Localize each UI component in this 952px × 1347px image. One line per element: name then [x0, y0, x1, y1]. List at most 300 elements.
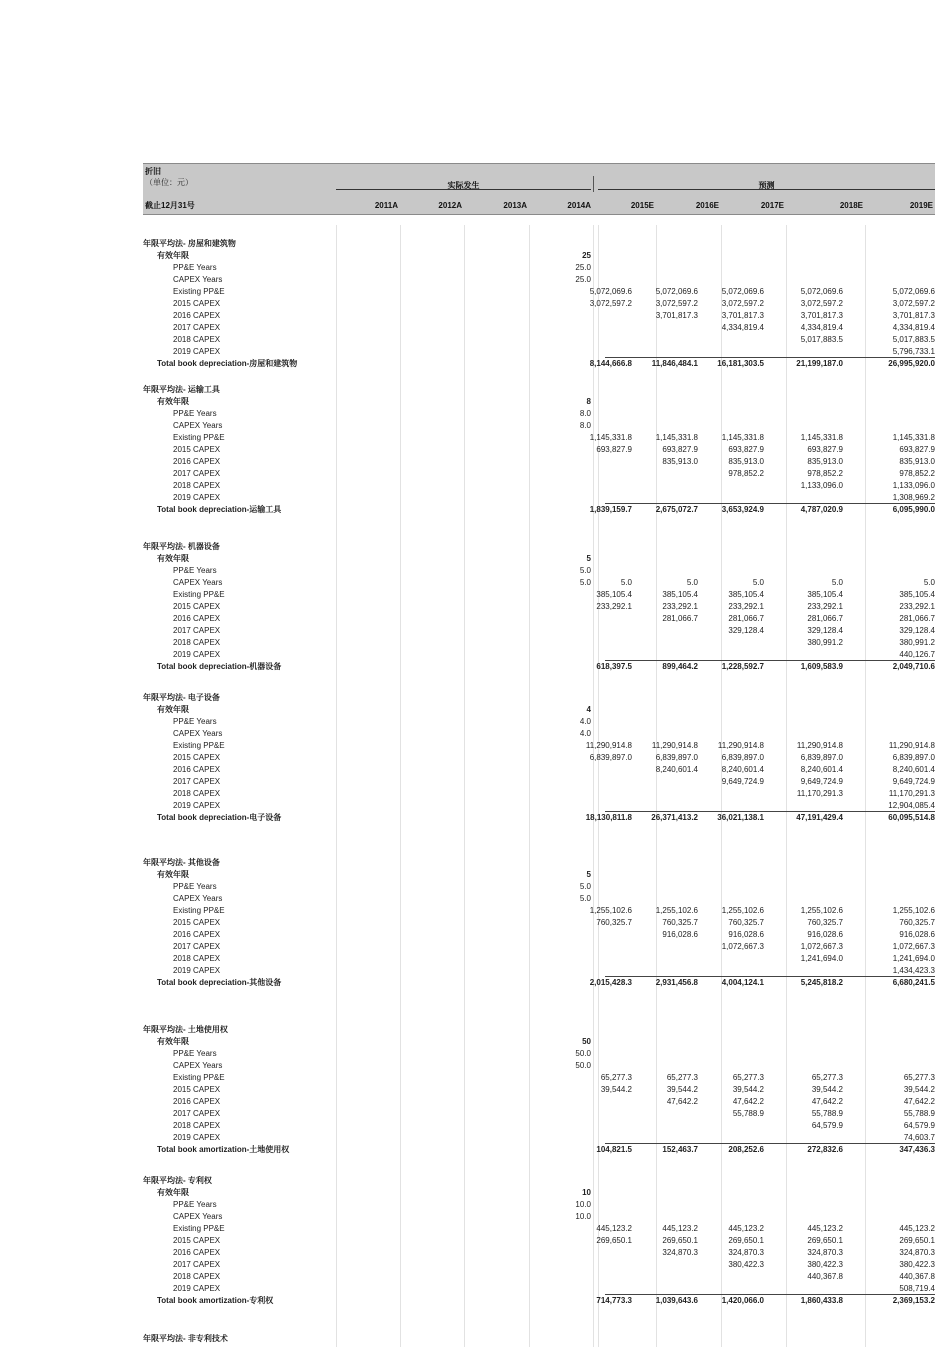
cell-2019e: 65,277.3 — [903, 1073, 935, 1082]
row-label: 2019 CAPEX — [173, 1133, 221, 1142]
total-2016e: 152,463.7 — [662, 1145, 698, 1154]
cell-2017e: 978,852.2 — [728, 469, 764, 478]
table-row — [143, 346, 935, 357]
effective-life-label: 有效年限 — [157, 870, 189, 879]
section-title: 年限平均法- 非专利技术 — [143, 1334, 228, 1343]
table-row — [143, 788, 935, 799]
row-label: PP&E Years — [173, 882, 217, 891]
year-header-2017E: 2017E — [760, 201, 784, 210]
table-row — [143, 1048, 935, 1059]
total-2019e: 26,995,920.0 — [888, 359, 935, 368]
cell-2019e: 11,170,291.3 — [888, 789, 935, 798]
cell-2017e: 65,277.3 — [732, 1073, 764, 1082]
cell-2019e: 9,649,724.9 — [892, 777, 935, 786]
effective-life-value: 5 — [586, 554, 591, 563]
cell-2014a: 25.0 — [575, 263, 591, 272]
row-label: Existing PP&E — [173, 590, 225, 599]
row-label: PP&E Years — [173, 1200, 217, 1209]
cell-2016e: 1,255,102.6 — [655, 906, 698, 915]
sheet-title: 折旧 — [145, 167, 161, 176]
table-row — [143, 893, 935, 904]
row-label: 2015 CAPEX — [173, 445, 221, 454]
row-label: 2017 CAPEX — [173, 469, 221, 478]
total-2015e: 8,144,666.8 — [589, 359, 632, 368]
cell-2017e: 760,325.7 — [728, 918, 764, 927]
section-title: 年限平均法- 机器设备 — [143, 542, 220, 551]
total-2018e: 1,609,583.9 — [800, 662, 843, 671]
table-row — [143, 1271, 935, 1282]
total-2017e: 16,181,303.5 — [717, 359, 764, 368]
effective-life-label: 有效年限 — [157, 251, 189, 260]
cell-2019e: 11,290,914.8 — [888, 741, 935, 750]
cell-2019e: 269,650.1 — [899, 1236, 935, 1245]
section-title: 年限平均法- 土地使用权 — [143, 1025, 228, 1034]
row-label: 2017 CAPEX — [173, 323, 221, 332]
row-label: CAPEX Years — [173, 421, 223, 430]
cell-2016e: 5.0 — [686, 578, 698, 587]
cell-2014a: 8.0 — [579, 409, 591, 418]
table-row — [143, 1096, 935, 1107]
cell-2018e: 65,277.3 — [811, 1073, 843, 1082]
cell-2017e: 4,334,819.4 — [721, 323, 764, 332]
row-label: Existing PP&E — [173, 906, 225, 915]
cell-2017e: 1,255,102.6 — [721, 906, 764, 915]
cell-2015e: 445,123.2 — [596, 1224, 632, 1233]
cell-2014a: 4.0 — [579, 729, 591, 738]
cell-2018e: 760,325.7 — [807, 918, 843, 927]
table-row — [143, 625, 935, 636]
section-title: 年限平均法- 其他设备 — [143, 858, 220, 867]
cell-2017e: 8,240,601.4 — [721, 765, 764, 774]
effective-life-value: 4 — [586, 705, 591, 714]
total-2016e: 2,931,456.8 — [655, 978, 698, 987]
total-2015e: 714,773.3 — [596, 1296, 632, 1305]
effective-life-row — [143, 553, 935, 564]
effective-life-row — [143, 396, 935, 407]
effective-life-row — [143, 869, 935, 880]
effective-life-label: 有效年限 — [157, 1188, 189, 1197]
effective-life-value: 50 — [582, 1037, 591, 1046]
table-row — [143, 577, 935, 588]
table-row — [143, 1211, 935, 1222]
table-row — [143, 492, 935, 503]
total-row — [143, 1295, 935, 1306]
cell-2018e: 8,240,601.4 — [800, 765, 843, 774]
row-label: Existing PP&E — [173, 1073, 225, 1082]
table-row — [143, 1283, 935, 1294]
cell-2019e: 4,334,819.4 — [892, 323, 935, 332]
table-row — [143, 728, 935, 739]
cell-2019e: 281,066.7 — [899, 614, 935, 623]
row-label: 2018 CAPEX — [173, 1272, 221, 1281]
effective-life-row — [143, 1036, 935, 1047]
section-title: 年限平均法- 房屋和建筑物 — [143, 239, 236, 248]
group-actual-label: 实际发生 — [447, 181, 480, 190]
cell-2019e: 12,904,085.4 — [888, 801, 935, 810]
table-row — [143, 881, 935, 892]
cell-2016e: 6,839,897.0 — [655, 753, 698, 762]
row-label: 2015 CAPEX — [173, 1085, 221, 1094]
table-row — [143, 776, 935, 787]
cell-2017e: 385,105.4 — [728, 590, 764, 599]
table-row — [143, 800, 935, 811]
effective-life-value: 25 — [582, 251, 591, 260]
table-row — [143, 432, 935, 443]
cell-2014a: 10.0 — [575, 1200, 591, 1209]
total-2019e: 2,049,710.6 — [892, 662, 935, 671]
cell-2017e: 324,870.3 — [728, 1248, 764, 1257]
section-title-row — [143, 1175, 935, 1186]
table-row — [143, 965, 935, 976]
cell-2019e: 385,105.4 — [899, 590, 935, 599]
section-title-row — [143, 1333, 935, 1344]
row-label: 2016 CAPEX — [173, 930, 221, 939]
cell-2018e: 281,066.7 — [807, 614, 843, 623]
cell-2016e: 916,028.6 — [662, 930, 698, 939]
cell-2019e: 835,913.0 — [899, 457, 935, 466]
total-2019e: 2,369,153.2 — [892, 1296, 935, 1305]
table-row — [143, 929, 935, 940]
total-2017e: 4,004,124.1 — [721, 978, 764, 987]
cell-2019e: 978,852.2 — [899, 469, 935, 478]
total-2016e: 11,846,484.1 — [651, 359, 698, 368]
year-header-2012A: 2012A — [438, 201, 462, 210]
cell-2017e: 380,422.3 — [728, 1260, 764, 1269]
total-2018e: 21,199,187.0 — [796, 359, 843, 368]
cell-2014a: 50.0 — [575, 1049, 591, 1058]
cell-2017e: 5.0 — [752, 578, 764, 587]
cell-2018e: 693,827.9 — [807, 445, 843, 454]
total-2017e: 1,420,066.0 — [721, 1296, 764, 1305]
table-row — [143, 716, 935, 727]
cell-2018e: 11,170,291.3 — [796, 789, 843, 798]
row-label: CAPEX Years — [173, 275, 223, 284]
cell-2017e: 445,123.2 — [728, 1224, 764, 1233]
row-label: 2019 CAPEX — [173, 650, 221, 659]
year-header-2014A: 2014A — [567, 201, 591, 210]
row-label: 2016 CAPEX — [173, 457, 221, 466]
cell-2017e: 39,544.2 — [732, 1085, 764, 1094]
table-row — [143, 298, 935, 309]
table-row — [143, 941, 935, 952]
cell-2018e: 3,701,817.3 — [800, 311, 843, 320]
table-row — [143, 310, 935, 321]
cell-2014a: 5.0 — [579, 894, 591, 903]
cell-2019e: 55,788.9 — [903, 1109, 935, 1118]
section-title-row — [143, 1024, 935, 1035]
cell-2015e: 5.0 — [620, 578, 632, 587]
cell-2018e: 835,913.0 — [807, 457, 843, 466]
cell-2016e: 3,701,817.3 — [655, 311, 698, 320]
cell-2018e: 978,852.2 — [807, 469, 843, 478]
cell-2018e: 4,334,819.4 — [800, 323, 843, 332]
effective-life-row — [143, 250, 935, 261]
cell-2016e: 3,072,597.2 — [655, 299, 698, 308]
table-row — [143, 1120, 935, 1131]
total-2019e: 347,436.3 — [899, 1145, 935, 1154]
total-2019e: 60,095,514.8 — [888, 813, 935, 822]
cell-2018e: 3,072,597.2 — [800, 299, 843, 308]
cell-2015e: 760,325.7 — [596, 918, 632, 927]
cell-2016e: 39,544.2 — [666, 1085, 698, 1094]
cell-2015e: 233,292.1 — [596, 602, 632, 611]
cell-2016e: 8,240,601.4 — [655, 765, 698, 774]
cell-2015e: 11,290,914.8 — [585, 741, 632, 750]
table-row — [143, 334, 935, 345]
section-title: 年限平均法- 电子设备 — [143, 693, 220, 702]
table-row — [143, 1259, 935, 1270]
cell-2017e: 3,072,597.2 — [721, 299, 764, 308]
cell-2019e: 1,434,423.3 — [892, 966, 935, 975]
row-label: 2016 CAPEX — [173, 311, 221, 320]
total-2016e: 26,371,413.2 — [651, 813, 698, 822]
total-label: Total book depreciation-房屋和建筑物 — [157, 359, 298, 368]
year-header-2016E: 2016E — [695, 201, 719, 210]
table-row — [143, 1223, 935, 1234]
cell-2016e: 269,650.1 — [662, 1236, 698, 1245]
cell-2014a: 10.0 — [575, 1212, 591, 1221]
cell-2019e: 233,292.1 — [899, 602, 935, 611]
effective-life-label: 有效年限 — [157, 705, 189, 714]
cell-2019e: 5,072,069.6 — [892, 287, 935, 296]
cell-2016e: 233,292.1 — [662, 602, 698, 611]
effective-life-label: 有效年限 — [157, 397, 189, 406]
table-row — [143, 408, 935, 419]
total-2018e: 4,787,020.9 — [800, 505, 843, 514]
row-label: Existing PP&E — [173, 287, 225, 296]
cell-2017e: 6,839,897.0 — [721, 753, 764, 762]
total-2015e: 618,397.5 — [596, 662, 632, 671]
cell-2017e: 11,290,914.8 — [717, 741, 764, 750]
cell-2016e: 281,066.7 — [662, 614, 698, 623]
cell-2018e: 1,145,331.8 — [800, 433, 843, 442]
row-label: 2017 CAPEX — [173, 777, 221, 786]
cell-2019e: 1,255,102.6 — [892, 906, 935, 915]
total-row — [143, 977, 935, 988]
total-2017e: 1,228,592.7 — [721, 662, 764, 671]
cell-2019e: 445,123.2 — [899, 1224, 935, 1233]
row-label: PP&E Years — [173, 263, 217, 272]
table-row — [143, 468, 935, 479]
cell-2019e: 693,827.9 — [899, 445, 935, 454]
cell-2019e: 760,325.7 — [899, 918, 935, 927]
cell-2019e: 3,072,597.2 — [892, 299, 935, 308]
row-label: 2017 CAPEX — [173, 942, 221, 951]
depreciation-schedule-sheet — [143, 163, 935, 1347]
effective-life-value: 8 — [586, 397, 591, 406]
total-label: Total book depreciation-电子设备 — [157, 813, 282, 822]
cell-2014a: 25.0 — [575, 275, 591, 284]
row-label: 2017 CAPEX — [173, 1109, 221, 1118]
total-2016e: 899,464.2 — [662, 662, 698, 671]
table-row — [143, 565, 935, 576]
total-2015e: 18,130,811.8 — [585, 813, 632, 822]
cell-2019e: 64,579.9 — [903, 1121, 935, 1130]
cell-2017e: 916,028.6 — [728, 930, 764, 939]
table-row — [143, 444, 935, 455]
cell-2019e: 8,240,601.4 — [892, 765, 935, 774]
total-2018e: 1,860,433.8 — [800, 1296, 843, 1305]
row-label: 2018 CAPEX — [173, 481, 221, 490]
cell-2018e: 55,788.9 — [811, 1109, 843, 1118]
table-row — [143, 274, 935, 285]
table-header — [143, 163, 935, 215]
row-label: CAPEX Years — [173, 1061, 223, 1070]
section-title-row — [143, 384, 935, 395]
cell-2018e: 9,649,724.9 — [800, 777, 843, 786]
row-label: 2019 CAPEX — [173, 347, 221, 356]
cell-2016e: 1,145,331.8 — [655, 433, 698, 442]
row-label: 2015 CAPEX — [173, 753, 221, 762]
total-2015e: 1,839,159.7 — [589, 505, 632, 514]
total-2015e: 2,015,428.3 — [589, 978, 632, 987]
cell-2015e: 385,105.4 — [596, 590, 632, 599]
cell-2015e: 5,072,069.6 — [589, 287, 632, 296]
cell-2018e: 5,017,883.5 — [800, 335, 843, 344]
cell-2015e: 39,544.2 — [600, 1085, 632, 1094]
cell-2019e: 1,072,667.3 — [892, 942, 935, 951]
cell-2019e: 916,028.6 — [899, 930, 935, 939]
cell-2018e: 380,422.3 — [807, 1260, 843, 1269]
total-2017e: 3,653,924.9 — [721, 505, 764, 514]
cell-2017e: 693,827.9 — [728, 445, 764, 454]
cell-2015e: 1,145,331.8 — [589, 433, 632, 442]
row-label: CAPEX Years — [173, 1212, 223, 1221]
cell-2019e: 508,719.4 — [899, 1284, 935, 1293]
cell-2019e: 5.0 — [923, 578, 935, 587]
total-2018e: 47,191,429.4 — [796, 813, 843, 822]
cell-2015e: 3,072,597.2 — [589, 299, 632, 308]
year-header-2015E: 2015E — [630, 201, 654, 210]
row-label: PP&E Years — [173, 717, 217, 726]
row-label: CAPEX Years — [173, 729, 223, 738]
table-row — [143, 601, 935, 612]
cell-2019e: 1,145,331.8 — [892, 433, 935, 442]
cell-2018e: 329,128.4 — [807, 626, 843, 635]
cell-2019e: 440,126.7 — [899, 650, 935, 659]
cell-2018e: 1,072,667.3 — [800, 942, 843, 951]
row-label: 2019 CAPEX — [173, 1284, 221, 1293]
cell-2019e: 1,241,694.0 — [892, 954, 935, 963]
row-label: Existing PP&E — [173, 433, 225, 442]
group-separator — [593, 176, 594, 192]
table-row — [143, 1084, 935, 1095]
row-label: 2015 CAPEX — [173, 1236, 221, 1245]
row-label: PP&E Years — [173, 1049, 217, 1058]
cell-2018e: 440,367.8 — [807, 1272, 843, 1281]
total-row — [143, 358, 935, 369]
cell-2018e: 5,072,069.6 — [800, 287, 843, 296]
table-row — [143, 917, 935, 928]
table-row — [143, 1199, 935, 1210]
total-label: Total book amortization-专利权 — [157, 1296, 274, 1305]
table-row — [143, 905, 935, 916]
total-2019e: 6,095,990.0 — [892, 505, 935, 514]
total-label: Total book depreciation-其他设备 — [157, 978, 282, 987]
cell-2017e: 9,649,724.9 — [721, 777, 764, 786]
cell-2018e: 1,255,102.6 — [800, 906, 843, 915]
cell-2014a: 50.0 — [575, 1061, 591, 1070]
unit-label: （单位：元） — [145, 178, 193, 187]
cell-2018e: 1,241,694.0 — [800, 954, 843, 963]
total-2019e: 6,680,241.5 — [892, 978, 935, 987]
table-row — [143, 613, 935, 624]
effective-life-value: 10 — [582, 1188, 591, 1197]
cell-2017e: 269,650.1 — [728, 1236, 764, 1245]
cell-2016e: 65,277.3 — [666, 1073, 698, 1082]
cell-2016e: 693,827.9 — [662, 445, 698, 454]
row-label: 2018 CAPEX — [173, 1121, 221, 1130]
cell-2018e: 64,579.9 — [811, 1121, 843, 1130]
row-label: CAPEX Years — [173, 894, 223, 903]
cell-2018e: 6,839,897.0 — [800, 753, 843, 762]
cell-2018e: 385,105.4 — [807, 590, 843, 599]
total-2017e: 208,252.6 — [728, 1145, 764, 1154]
date-label: 截止12月31号 — [145, 201, 195, 210]
cell-2014a: 5.0 — [579, 566, 591, 575]
cell-2018e: 5.0 — [831, 578, 843, 587]
section-title-row — [143, 857, 935, 868]
cell-2017e: 1,072,667.3 — [721, 942, 764, 951]
cell-2014a: 5.0 — [579, 578, 591, 587]
cell-2019e: 324,870.3 — [899, 1248, 935, 1257]
cell-2018e: 445,123.2 — [807, 1224, 843, 1233]
row-label: CAPEX Years — [173, 578, 223, 587]
table-row — [143, 637, 935, 648]
table-row — [143, 953, 935, 964]
total-2018e: 5,245,818.2 — [800, 978, 843, 987]
cell-2018e: 916,028.6 — [807, 930, 843, 939]
table-row — [143, 649, 935, 660]
table-row — [143, 286, 935, 297]
total-label: Total book depreciation-运输工具 — [157, 505, 282, 514]
cell-2014a: 4.0 — [579, 717, 591, 726]
cell-2016e: 5,072,069.6 — [655, 287, 698, 296]
cell-2018e: 39,544.2 — [811, 1085, 843, 1094]
total-row — [143, 1144, 935, 1155]
section-title: 年限平均法- 运输工具 — [143, 385, 220, 394]
total-2017e: 36,021,138.1 — [717, 813, 764, 822]
cell-2019e: 380,991.2 — [899, 638, 935, 647]
row-label: 2018 CAPEX — [173, 638, 221, 647]
total-2015e: 104,821.5 — [596, 1145, 632, 1154]
table-row — [143, 262, 935, 273]
cell-2019e: 6,839,897.0 — [892, 753, 935, 762]
table-row — [143, 322, 935, 333]
row-label: 2018 CAPEX — [173, 954, 221, 963]
table-row — [143, 1060, 935, 1071]
row-label: 2016 CAPEX — [173, 1248, 221, 1257]
table-row — [143, 752, 935, 763]
table-row — [143, 456, 935, 467]
cell-2018e: 1,133,096.0 — [800, 481, 843, 490]
row-label: 2016 CAPEX — [173, 765, 221, 774]
year-header-2018E: 2018E — [839, 201, 863, 210]
cell-2017e: 5,072,069.6 — [721, 287, 764, 296]
cell-2018e: 269,650.1 — [807, 1236, 843, 1245]
cell-2016e: 760,325.7 — [662, 918, 698, 927]
cell-2019e: 380,422.3 — [899, 1260, 935, 1269]
table-row — [143, 764, 935, 775]
cell-2017e: 47,642.2 — [732, 1097, 764, 1106]
section-title: 年限平均法- 专利权 — [143, 1176, 212, 1185]
row-label: Existing PP&E — [173, 741, 225, 750]
row-label: 2015 CAPEX — [173, 602, 221, 611]
cell-2018e: 324,870.3 — [807, 1248, 843, 1257]
year-header-2019E: 2019E — [909, 201, 933, 210]
cell-2018e: 47,642.2 — [811, 1097, 843, 1106]
cell-2019e: 74,603.7 — [903, 1133, 935, 1142]
